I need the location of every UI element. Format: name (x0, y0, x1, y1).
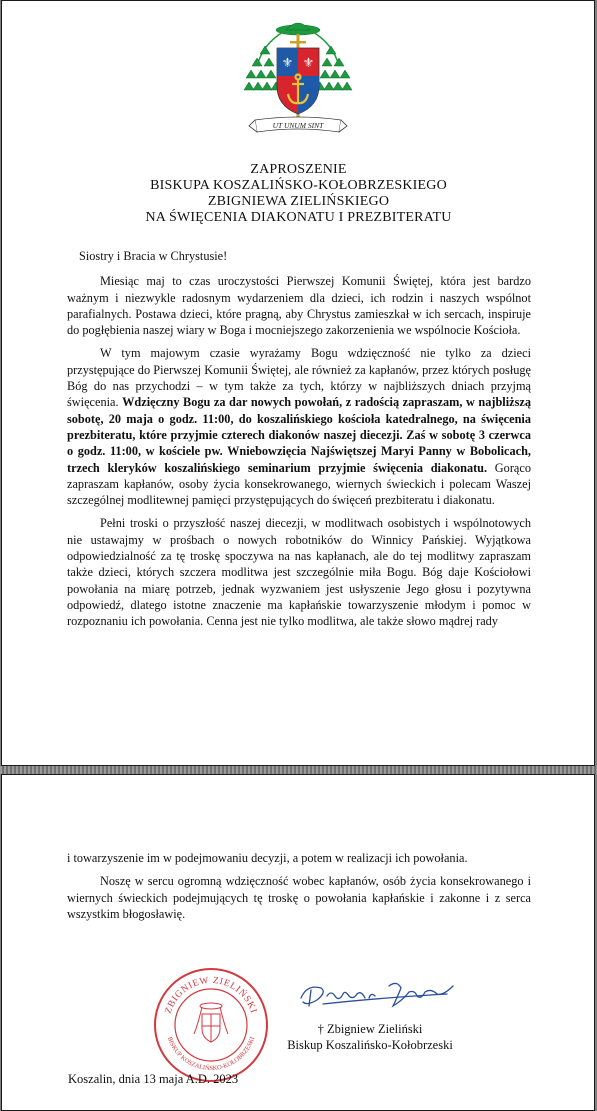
episcopal-stamp (152, 966, 270, 1084)
stamp-top-text: ZBIGNIEW ZIELIŃSKI (163, 975, 259, 1016)
crest-motto: UT UNUM SINT (272, 121, 324, 130)
title-line-4: NA ŚWIĘCENIA DIAKONATU I PREZBITERATU (145, 210, 452, 225)
greeting: Siostry i Bracia w Chrystusie! (79, 249, 228, 263)
paragraph-2-invitation: Wdzięczny Bogu za dar nowych powołań, z radością zapraszam, w najbliższą sobotę, 20 maja o godz. 11:00, do koszalińskiego kościoła katedralnego, na święcenia prezbiteratu, które przyjmie czterech diakonów naszej diecezji. Zaś w sobotę 3 czerwca o godz. 11:00, w kościele pw. Wniebowzięcia Najświętszej Maryi Panny w Bobolicach, trzech kleryków koszalińskiego seminarium przyjmie święcenia diakonatu. (67, 395, 531, 475)
title-line-2: BISKUPA KOSZALIŃSKO-KOŁOBRZESKIEGO (150, 178, 447, 193)
stamp-bottom-text: BISKUP KOSZALIŃSKO-KOŁOBRZESKI (165, 1035, 257, 1073)
signature-name: † Zbigniew Zieliński (317, 1022, 423, 1036)
letter-body-page-1 (67, 248, 531, 637)
paragraph-2-closing: Gorąco zapraszam kapłanów, osoby życia konsekrowanego, wiernych świeckich i polecam Waszej szczególnej modlitewnej pamięci przystępujących do święceń prezbiteratu i diakonatu. (67, 460, 531, 508)
paragraph-2 (67, 345, 531, 508)
svg-text:⚜: ⚜ (302, 55, 315, 70)
title-line-1: ZAPROSZENIE (250, 162, 347, 177)
letter-title (0, 162, 597, 226)
title-line-3: ZBIGNIEWA ZIELIŃSKIEGO (207, 194, 390, 209)
paragraph-4: Noszę w sercu ogromną wdzięczność wobec kapłanów, osób życia konsekrowanego i wiernych świeckich podejmujących tę troskę o powołania kapłańskie i zakonne i z serca wszystkim błogosławię. (67, 874, 531, 921)
place-and-date: Koszalin, dnia 13 maja A.D. 2023 (68, 1072, 239, 1086)
paragraph-2-intro: W tym majowym czasie wyrażamy Bogu wdzięczność nie tylko za dzieci przystępujące do Pierwszej Komunii Świętej, ale również za kapłanów, przez których posługę Bóg do nas przychodzi – w tym także za tych, którzy w najbliższych dniach przyjmą święcenia. (67, 346, 531, 410)
letter-page-2 (1, 774, 595, 1111)
paragraph-3-continued: i towarzyszenie im w podejmowaniu decyzji, a potem w realizacji ich powołania. (67, 851, 468, 865)
bishop-coat-of-arms-icon (243, 14, 353, 138)
paragraph-1: Miesiąc maj to czas uroczystości Pierwszej Komunii Świętej, która jest bardzo ważnym i niezwykle radosnym wydarzeniem dla dzieci, ich rodzin i naszych wspólnot parafialnych. Postawa dzieci, które pragną, aby Chrystus zamieszkał w ich sercach, inspiruje do pogłębienia naszej wiary w Boga i mocniejszego zakorzenienia we wspólnocie Kościoła. (67, 274, 531, 338)
signature-block (270, 1021, 470, 1053)
page-separator (0, 766, 597, 774)
svg-text:⚜: ⚜ (281, 55, 294, 70)
handwritten-signature (297, 976, 462, 1012)
signature-role: Biskup Koszalińsko-Kołobrzeski (287, 1038, 453, 1052)
paragraph-3: Pełni troski o przyszłość naszej diecezji, w modlitwach osobistych i wspólnotowych nie ustawajmy w prośbach o nowych robotników do Winnicy Pańskiej. Wyjątkowa odpowiedzialność za tę troskę spoczywa na nas kapłanach, ale do tej modlitwy zapraszam także dzieci, których szczera modlitwa jest szczególnie miła Bogu. Bóg daje Kościołowi powołania na miarę potrzeb, jednak wyzwaniem jest usłyszenie Jego głosu i pozytywna odpowiedź, dlatego istotne znaczenie ma kapłańskie towarzyszenie młodym i pomoc w rozpoznaniu ich powołania. Cenna jest nie tylko modlitwa, ale także słowo mądrej rady (67, 516, 531, 629)
letter-body-page-2 (67, 850, 531, 929)
